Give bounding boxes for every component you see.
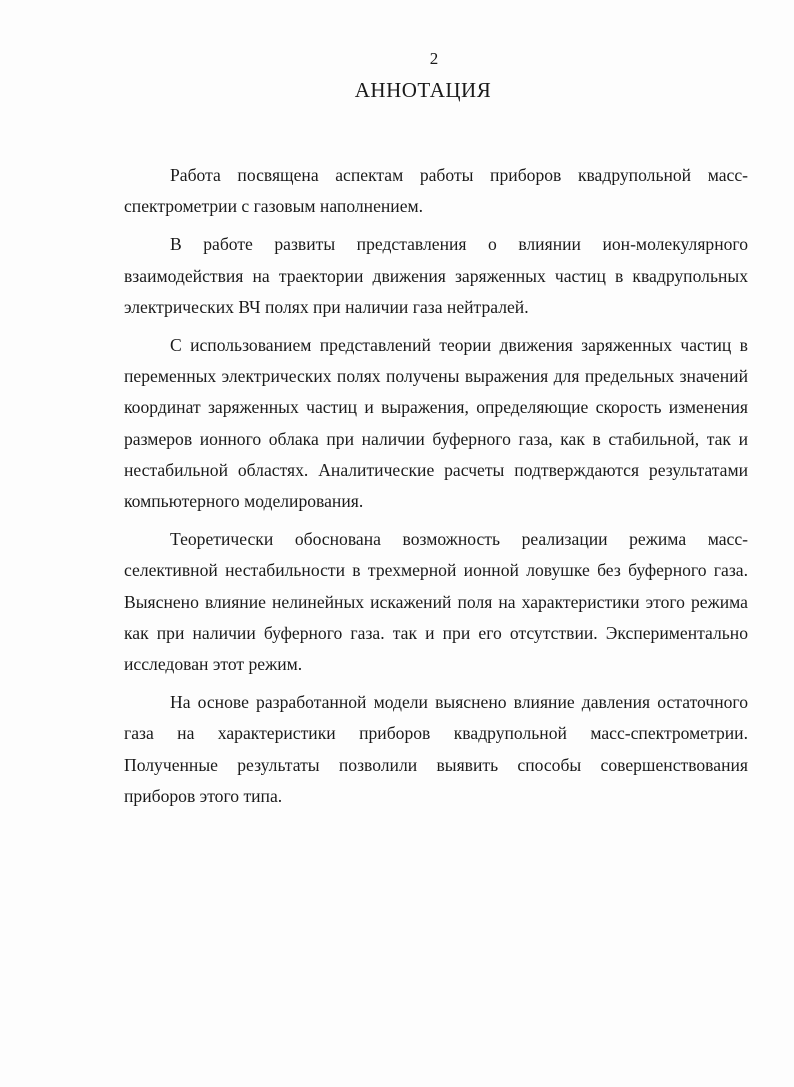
paragraph-4: Теоретически обоснована возможность реализации режима масс-селективной нестабильности в трехмерной ионной ловушке без буферного газа. Выяснено влияние нелинейных искажений поля на характеристики этого режима как при наличии буферного газа. так и при его отсутствии. Экспериментально исследован этот режим. [124,529,748,675]
abstract-body [124,160,748,812]
page-title: АННОТАЦИЯ [354,78,492,102]
paragraph-3: С использованием представлений теории движения заряженных частиц в переменных электрических полях получены выражения для предельных значений координат заряженных частиц и выражения, определяющие скорость изменения размеров ионного облака при наличии буферного газа, как в стабильной, так и нестабильной областях. Аналитические расчеты подтверждаются результатами компьютерного моделирования. [124,335,748,512]
paragraph-2: В работе развиты представления о влиянии ион-молекулярного взаимодействия на траектории движения заряженных частиц в квадрупольных электрических ВЧ полях при наличии газа нейтралей. [124,234,748,317]
paragraph-1: Работа посвящена аспектам работы приборов квадрупольной масс-спектрометрии с газовым наполнением. [124,165,748,217]
page-number: 2 [429,49,439,68]
paragraph-5: На основе разработанной модели выяснено влияние давления остаточного газа на характеристики приборов квадрупольной масс-спектрометрии. Полученные результаты позволили выявить способы совершенствования приборов этого типа. [124,692,748,806]
